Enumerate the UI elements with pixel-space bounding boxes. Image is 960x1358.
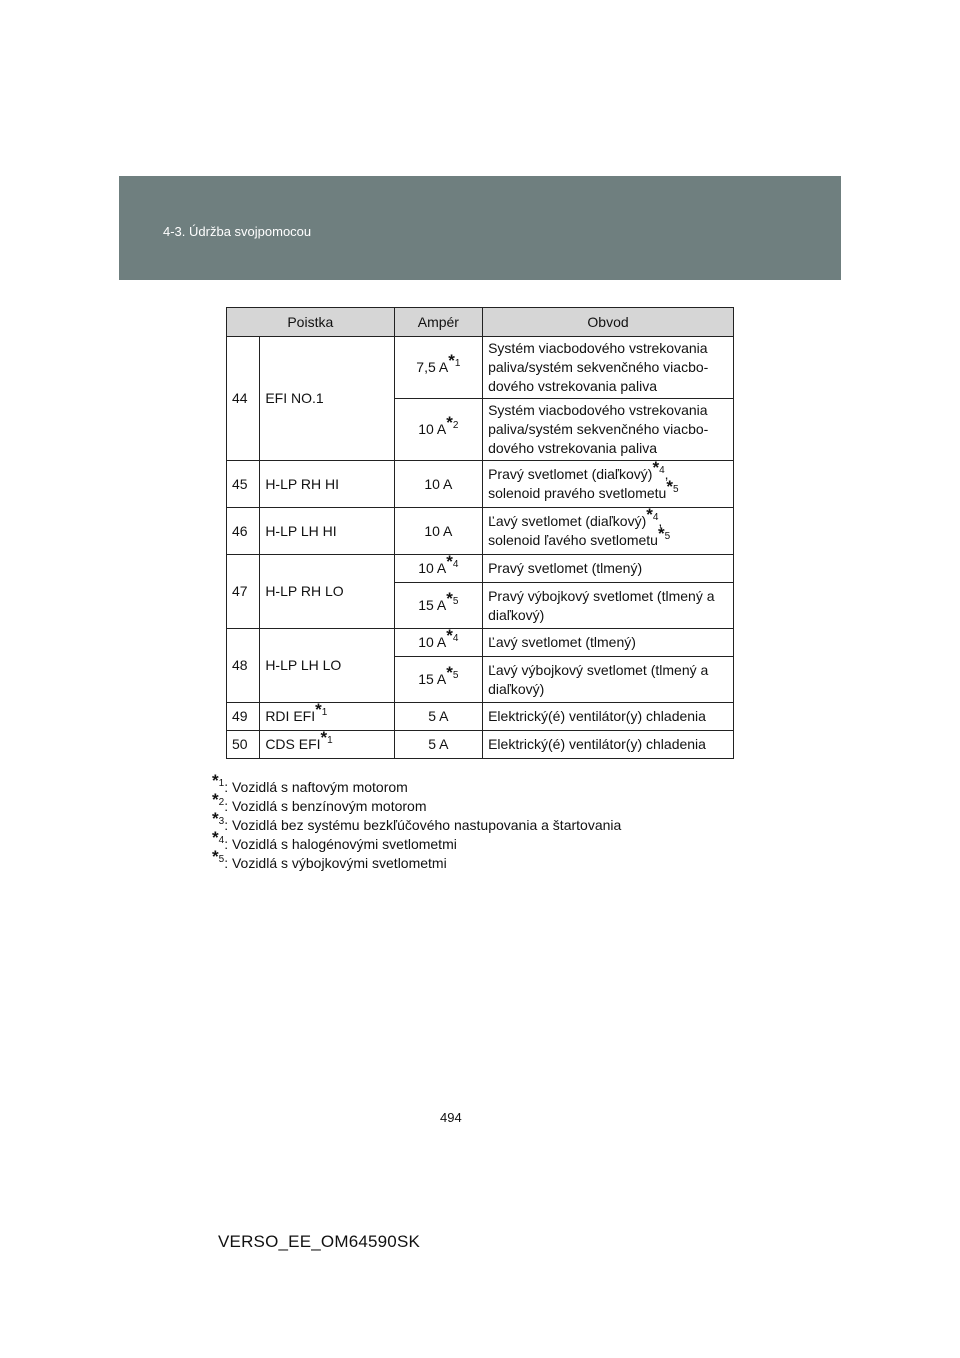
circuit-text: Pravý svetlomet (diaľkový): [488, 466, 653, 482]
ampere-cell: [394, 626, 482, 657]
fuse-number: 47: [227, 555, 260, 629]
section-header-bar: [119, 176, 841, 280]
ampere-value: 15 A: [418, 597, 447, 613]
circuit-cell: [483, 458, 734, 508]
ampere-value: 15 A: [418, 671, 447, 687]
footnote-item: [212, 828, 621, 854]
fuse-name-cell: [260, 700, 394, 731]
footnote-item: [212, 809, 622, 835]
footnote-text: : Vozidlá bez systému bezkľúčového nastupovania a štartovania: [224, 817, 622, 833]
fuse-name-cell: [260, 728, 394, 759]
fuse-number: 48: [227, 629, 260, 703]
separator: ,: [664, 466, 669, 482]
header-fuse: Poistka: [227, 308, 395, 337]
fuse-number: 45: [227, 461, 260, 508]
footnote-ref: 1: [327, 735, 333, 747]
footnote-star: *: [320, 728, 328, 748]
ampere-cell: [394, 583, 482, 629]
circuit-text: Ľavý svetlomet (diaľkový): [488, 513, 647, 529]
fuse-number: 46: [227, 508, 260, 555]
circuit-cell: Ľavý svetlomet (tlmený): [483, 629, 734, 657]
ampere-cell: [394, 552, 482, 583]
footnote-star: *: [446, 663, 453, 683]
ampere-value: 10 A: [418, 634, 447, 650]
footnote-text: : Vozidlá s naftovým motorom: [224, 779, 408, 795]
ampere-value: 10 A: [394, 461, 482, 508]
footnotes: [212, 771, 622, 873]
ampere-cell: [394, 337, 482, 399]
footnote-star: *: [212, 790, 219, 810]
table-header-row: [227, 308, 734, 337]
document-code: VERSO_EE_OM64590SK: [218, 1232, 421, 1251]
circuit-cell: Pravý svetlomet (tlmený): [483, 555, 734, 583]
footnote-star: *: [446, 626, 453, 646]
fuse-name: RDI EFI: [265, 708, 316, 724]
ampere-value: 10 A: [418, 560, 447, 576]
table-row: [227, 461, 734, 508]
footnote-star: *: [448, 351, 455, 371]
ampere-value: 5 A: [394, 731, 482, 759]
footnote-ref: 4: [659, 465, 665, 477]
circuit-text: solenoid pravého svetlometu: [488, 485, 667, 501]
circuit-cell: [483, 505, 734, 555]
fuse-table: [226, 307, 734, 759]
footnote-number: 4: [218, 835, 225, 847]
fuse-name: EFI NO.1: [260, 337, 394, 461]
footnote-ref: 1: [454, 358, 461, 370]
circuit-cell: Systém viacbodového vstrekovania paliva/systém sekvenčného viacbo-dového vstrekovania paliva: [483, 399, 734, 461]
fuse-name: H-LP LH HI: [260, 508, 394, 555]
footnote-star: *: [446, 413, 453, 433]
ampere-value: 10 A: [394, 508, 482, 555]
section-title: 4-3. Údržba svojpomocou: [163, 224, 312, 239]
circuit-cell: Elektrický(é) ventilátor(y) chladenia: [483, 703, 734, 731]
circuit-cell: Pravý výbojkový svetlomet (tlmený a diaľkový): [483, 583, 734, 629]
footnote-text: : Vozidlá s halogénovými svetlometmi: [224, 836, 457, 852]
footnote-item: [212, 790, 621, 816]
footnote-ref: 4: [452, 633, 459, 645]
footnote-text: : Vozidlá s benzínovým motorom: [224, 798, 427, 814]
ampere-value: 10 A: [418, 421, 447, 437]
footnote-item: [212, 771, 621, 797]
circuit-cell: Ľavý výbojkový svetlomet (tlmený a diaľkový): [483, 657, 734, 703]
footnote-ref: 5: [664, 531, 671, 543]
ampere-cell: [394, 399, 482, 461]
page-number: 494: [440, 1110, 462, 1125]
footnote-star: *: [212, 809, 219, 829]
ampere-value: 5 A: [394, 703, 482, 731]
fuse-name: CDS EFI: [265, 736, 321, 752]
header-ampere: Ampér: [394, 308, 482, 337]
footnote-star: *: [212, 847, 219, 867]
footnote-star: *: [212, 828, 219, 848]
footnote-star: *: [666, 477, 673, 497]
fuse-name: H-LP LH LO: [260, 629, 394, 703]
footnote-ref: 4: [452, 559, 459, 571]
separator: ,: [658, 513, 663, 529]
circuit-cell: Systém viacbodového vstrekovania paliva/systém sekvenčného viacbo-dového vstrekovania paliva: [483, 337, 734, 399]
footnote-text: : Vozidlá s výbojkovými svetlometmi: [224, 855, 447, 871]
fuse-name: H-LP RH HI: [260, 461, 394, 508]
footnote-star: *: [646, 505, 653, 525]
footnote-number: 1: [218, 778, 225, 790]
header-circuit: Obvod: [483, 308, 734, 337]
footnote-star: *: [657, 524, 665, 544]
footnote-ref: 5: [452, 670, 459, 682]
footnote-star: *: [446, 589, 453, 609]
footnote-star: *: [315, 700, 322, 720]
fuse-number: 44: [227, 337, 260, 461]
circuit-text: solenoid ľavého svetlometu: [488, 532, 658, 548]
footnote-star: *: [652, 458, 660, 478]
ampere-value: 7,5 A: [416, 359, 449, 375]
footnote-number: 3: [218, 816, 225, 828]
fuse-name: H-LP RH LO: [260, 555, 394, 629]
footnote-ref: 5: [672, 484, 679, 496]
footnote-ref: 4: [652, 512, 659, 524]
footnote-number: 2: [218, 797, 225, 809]
table-row: [227, 703, 734, 731]
footnote-star: *: [212, 771, 219, 791]
circuit-cell: Elektrický(é) ventilátor(y) chladenia: [483, 731, 734, 759]
table-row: [227, 508, 734, 555]
footnote-number: 5: [218, 854, 225, 866]
fuse-number: 50: [227, 731, 260, 759]
fuse-number: 49: [227, 703, 260, 731]
footnote-ref: 2: [452, 420, 459, 432]
footnote-ref: 5: [452, 596, 459, 608]
footnote-star: *: [446, 552, 453, 572]
table-row: [227, 337, 734, 399]
footnote-item: [212, 847, 621, 873]
footnote-ref: 1: [321, 707, 328, 719]
table-row: [227, 731, 734, 759]
table-row: [227, 629, 734, 657]
table-row: [227, 555, 734, 583]
ampere-cell: [394, 657, 482, 703]
